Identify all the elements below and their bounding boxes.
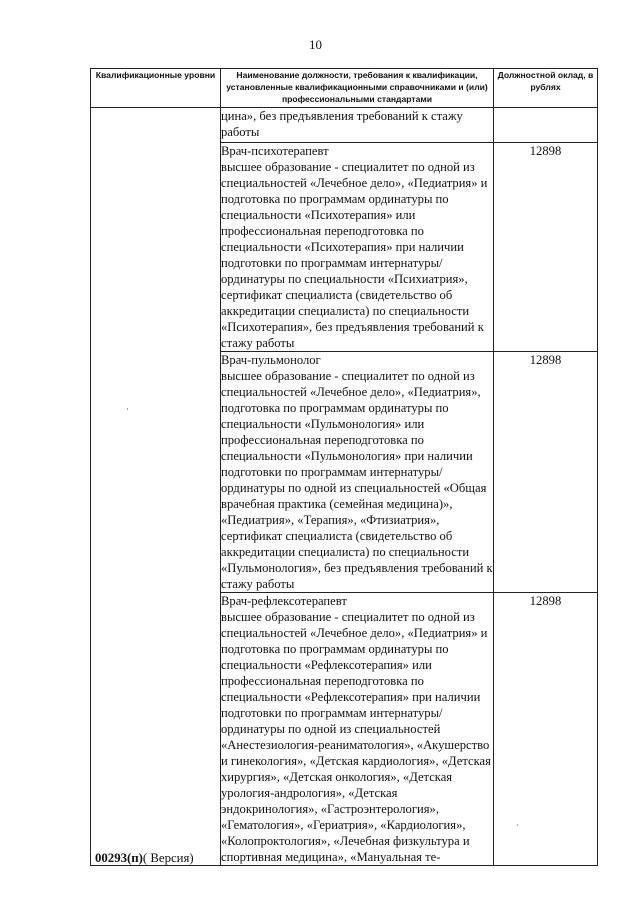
header-levels: Квалификационные уровни xyxy=(91,69,221,108)
salary-cell: 12898 xyxy=(494,352,598,593)
position-cell xyxy=(221,352,494,593)
position-cell xyxy=(221,593,494,866)
table-row-continuation xyxy=(91,108,598,143)
position-requirements: высшее образование - специалитет по одной из специальностей «Лечебное дело», «Педиатрия» и подготовка по программам ординатуры по специальности «Рефлексотерапия» или профессиональная переподготовка по специальности «Рефлексотерапия» при наличии подготовки по программам интернатуры/ординатуры по одной из специальностей «Анестезиология-реаниматология», «Акушерство и гинекология», «Детская кардиология», «Детская хирургия», «Детская онкология», «Детская урология-андрология», «Детская эндокринология», «Гастроэнтерология», «Гематология», «Гериатрия», «Кардиология», «Колопроктология», «Лечебная физкультура и спортивная медицина», «Мануальная те- xyxy=(221,610,491,864)
salary-cell: 12898 xyxy=(494,593,598,866)
continuation-text: цина», без предъявления требований к стажу работы xyxy=(221,108,494,143)
header-salary: Должностной оклад, в рублях xyxy=(494,69,598,108)
salary-cell: 12898 xyxy=(494,143,598,352)
continuation-salary-cell xyxy=(494,108,598,143)
qualification-table xyxy=(90,68,598,866)
table-header-row xyxy=(91,69,598,108)
document-code: 00293(п) xyxy=(95,851,143,865)
position-title: Врач-рефлексотерапевт xyxy=(221,594,347,608)
scan-speck: · xyxy=(126,404,129,414)
position-requirements: высшее образование - специалитет по одной из специальностей «Лечебное дело», «Педиатрия» и подготовка по программам ординатуры по специальности «Психотерапия» или профессиональная переподготовка по специальности «Психотерапия» при наличии подготовки по программам интернатуры/ординатуры по специальности «Психиатрия», сертификат специалиста (свидетельство об аккредитации специалиста) по специальности «Психотерапия», без предъявления требований к стажу работы xyxy=(221,160,488,350)
header-position: Наименование должности, требования к квалификации, установленные квалификационными справочниками и (или) профессиональными стандартами xyxy=(221,69,494,108)
position-requirements: высшее образование - специалитет по одной из специальностей «Лечебное дело», «Педиатрия», подготовка по программам ординатуры по специальности «Пульмонология» или профессиональная переподготовка по специальности «Пульмонология» при наличии подготовки по программам интернатуры/ординатуры по одной из специальностей «Общая врачебная практика (семейная медицина)», «Педиатрия», «Терапия», «Фтизиатрия», сертификат специалиста (свидетельство об аккредитации специалиста) по специальности «Пульмонология», без предъявления требований к стажу работы xyxy=(221,369,493,591)
page-number: 10 xyxy=(309,37,322,52)
document-footer xyxy=(95,851,194,866)
position-title: Врач-психотерапевт xyxy=(221,144,329,158)
document-version: ( Версия) xyxy=(142,851,194,865)
position-cell xyxy=(221,143,494,352)
scan-speck: ˊ xyxy=(516,823,519,833)
position-title: Врач-пульмонолог xyxy=(221,353,321,367)
levels-cell xyxy=(91,108,221,866)
